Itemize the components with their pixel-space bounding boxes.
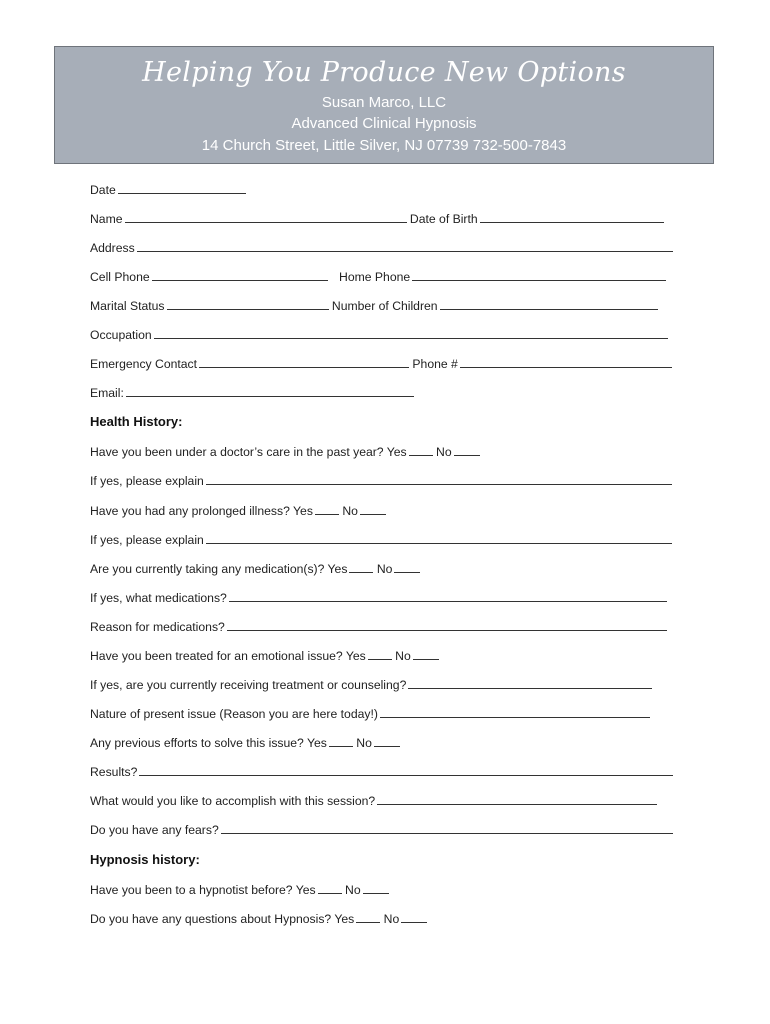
doctor-care-no-label: No [436, 445, 452, 459]
doctor-explain-row [90, 472, 672, 490]
occupation-blank[interactable] [154, 328, 668, 339]
medication-yes-blank[interactable] [349, 562, 373, 573]
doctor-care-no-blank[interactable] [454, 445, 480, 456]
nature-blank[interactable] [380, 707, 650, 718]
previous-efforts-yes-blank[interactable] [329, 736, 353, 747]
email-blank[interactable] [126, 386, 414, 397]
emotional-no-label: No [395, 649, 411, 663]
hypnosis-questions-no-label: No [383, 912, 400, 926]
hypnotist-before-row [90, 881, 389, 899]
address-row [90, 239, 673, 257]
previous-efforts-no-blank[interactable] [374, 736, 400, 747]
emergency-label: Emergency Contact [90, 357, 198, 371]
hypnotist-before-yes-blank[interactable] [318, 883, 342, 894]
counseling-row [90, 676, 652, 694]
accomplish-blank[interactable] [377, 794, 657, 805]
hypnosis-questions-no-blank[interactable] [401, 912, 427, 923]
previous-efforts-question: Any previous efforts to solve this issue? Yes [90, 736, 327, 750]
company-name: Susan Marco, LLC [321, 94, 447, 111]
fears-blank[interactable] [221, 823, 673, 834]
marital-row [90, 297, 658, 315]
doctor-explain-label: If yes, please explain [90, 474, 204, 488]
accomplish-row [90, 792, 657, 810]
hypnosis-history-heading: Hypnosis history: [90, 852, 200, 867]
date-row [90, 181, 246, 199]
hypnotist-before-question: Have you been to a hypnotist before? Yes [90, 883, 316, 897]
medication-question: Are you currently taking any medication(s)? Yes [90, 562, 348, 576]
cell-phone-blank[interactable] [152, 270, 328, 281]
nature-row [90, 705, 650, 723]
date-label: Date [90, 183, 116, 197]
email-row [90, 384, 414, 402]
results-blank[interactable] [139, 765, 673, 776]
name-label: Name [90, 212, 123, 226]
illness-explain-blank[interactable] [206, 533, 672, 544]
address-label: Address [90, 241, 135, 255]
cell-phone-label: Cell Phone [90, 270, 150, 284]
illness-question: Have you had any prolonged illness? Yes [90, 504, 313, 518]
illness-explain-row [90, 531, 672, 549]
emotional-question: Have you been treated for an emotional issue? Yes [90, 649, 366, 663]
phone-label: Phone # [412, 357, 458, 371]
accomplish-label: What would you like to accomplish with this session? [90, 794, 376, 808]
illness-yes-blank[interactable] [315, 504, 339, 515]
hypnotist-before-no-label: No [345, 883, 361, 897]
hypnosis-questions-question: Do you have any questions about Hypnosis? Yes [90, 912, 355, 926]
company-address: 14 Church Street, Little Silver, NJ 07739 732-500-7843 [201, 137, 567, 154]
doctor-care-question: Have you been under a doctor’s care in the past year? Yes [90, 445, 407, 459]
results-row [90, 763, 673, 781]
emotional-row [90, 647, 439, 665]
emotional-no-blank[interactable] [413, 649, 439, 660]
name-blank[interactable] [125, 212, 407, 223]
children-label: Number of Children [331, 299, 438, 313]
home-phone-blank[interactable] [412, 270, 666, 281]
previous-efforts-no-label: No [356, 736, 372, 750]
emergency-blank[interactable] [199, 357, 409, 368]
medication-reason-label: Reason for medications? [90, 620, 225, 634]
date-blank[interactable] [118, 183, 246, 194]
medication-row [90, 560, 420, 578]
name-row [90, 210, 664, 228]
results-label: Results? [90, 765, 138, 779]
occupation-label: Occupation [90, 328, 152, 342]
doctor-explain-blank[interactable] [206, 474, 672, 485]
home-phone-label: Home Phone [339, 270, 411, 284]
fears-row [90, 821, 673, 839]
letterhead-title: Helping You Produce New Options [142, 57, 626, 88]
occupation-row [90, 326, 668, 344]
children-blank[interactable] [440, 299, 658, 310]
doctor-care-yes-blank[interactable] [409, 445, 433, 456]
marital-status-blank[interactable] [167, 299, 329, 310]
previous-efforts-row [90, 734, 400, 752]
nature-label: Nature of present issue (Reason you are here today!) [90, 707, 378, 721]
letterhead-banner [54, 46, 714, 164]
health-history-heading: Health History: [90, 414, 183, 429]
illness-no-label: No [342, 504, 358, 518]
marital-status-label: Marital Status [90, 299, 165, 313]
medication-reason-blank[interactable] [227, 620, 667, 631]
hypnosis-questions-row [90, 910, 427, 928]
phone-blank[interactable] [460, 357, 672, 368]
medication-reason-row [90, 618, 667, 636]
medication-what-blank[interactable] [229, 591, 667, 602]
doctor-care-row [90, 443, 480, 461]
dob-label: Date of Birth [409, 212, 478, 226]
hypnosis-questions-yes-blank[interactable] [356, 912, 380, 923]
dob-blank[interactable] [480, 212, 664, 223]
illness-explain-label: If yes, please explain [90, 533, 204, 547]
counseling-label: If yes, are you currently receiving treatment or counseling? [90, 678, 407, 692]
illness-row [90, 502, 386, 520]
email-label: Email: [90, 386, 124, 400]
service-name: Advanced Clinical Hypnosis [291, 115, 477, 132]
emergency-row [90, 355, 672, 373]
counseling-blank[interactable] [408, 678, 652, 689]
phone-row [90, 268, 666, 286]
emotional-yes-blank[interactable] [368, 649, 392, 660]
medication-what-label: If yes, what medications? [90, 591, 227, 605]
fears-label: Do you have any fears? [90, 823, 219, 837]
medication-what-row [90, 589, 667, 607]
medication-no-blank[interactable] [394, 562, 420, 573]
address-blank[interactable] [137, 241, 673, 252]
hypnotist-before-no-blank[interactable] [363, 883, 389, 894]
illness-no-blank[interactable] [360, 504, 386, 515]
medication-no-label: No [376, 562, 393, 576]
